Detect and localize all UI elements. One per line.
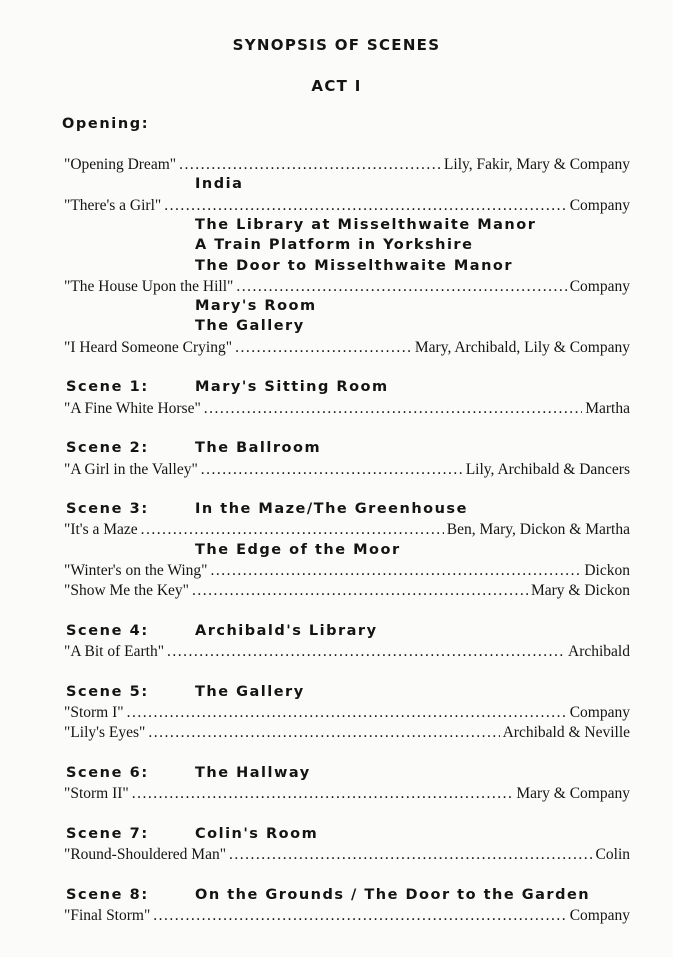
- performers: Colin: [595, 846, 630, 864]
- song-row: [64, 197, 630, 215]
- scene-label: Scene 5:: [66, 683, 149, 700]
- scene-location: On the Grounds / The Door to the Garden: [195, 886, 591, 903]
- performers: Company: [569, 704, 630, 722]
- dot-leader: [132, 785, 514, 803]
- performers: Archibald: [568, 643, 630, 661]
- song-title: "Show Me the Key": [64, 582, 190, 600]
- performers: Company: [569, 277, 630, 295]
- performers: Lily, Fakir, Mary & Company: [443, 156, 630, 173]
- dot-leader: [127, 704, 567, 722]
- performers: Dickon: [584, 562, 630, 579]
- dot-leader: [179, 156, 441, 174]
- performers: Mary & Dickon: [530, 582, 630, 600]
- song-title: "It's a Maze: [64, 521, 138, 539]
- song-title: "Round-Shouldered Man": [64, 846, 227, 864]
- location-heading: A Train Platform in Yorkshire: [195, 237, 474, 254]
- dot-leader: [192, 582, 528, 600]
- location-heading: The Door to Misselthwaite Manor: [195, 257, 514, 274]
- performers: Martha: [585, 399, 630, 417]
- scene-label: Scene 8:: [66, 886, 149, 903]
- dot-leader: [201, 461, 463, 479]
- act-heading: ACT I: [311, 77, 362, 95]
- opening-heading: Opening:: [62, 116, 150, 132]
- dot-leader: [141, 521, 444, 539]
- song-row: [64, 156, 630, 174]
- location-heading: Mary's Room: [195, 298, 317, 315]
- performers: Mary, Archibald, Lily & Company: [414, 338, 630, 356]
- location-heading: The Gallery: [195, 318, 305, 335]
- song-row: [64, 521, 630, 539]
- dot-leader: [229, 846, 593, 864]
- song-title: "Lily's Eyes": [64, 724, 146, 742]
- dot-leader: [153, 907, 566, 925]
- performers: Lily, Archibald & Dancers: [465, 460, 630, 478]
- scene-location: Colin's Room: [195, 825, 319, 842]
- scene-location: The Hallway: [195, 765, 311, 781]
- song-row: [64, 704, 630, 722]
- song-title: "The House Upon the Hill": [64, 277, 234, 295]
- song-title: "Final Storm": [64, 907, 151, 925]
- scene-location: The Ballroom: [195, 440, 322, 457]
- scene-location: The Gallery: [195, 683, 305, 700]
- scene-label: Scene 1:: [66, 379, 149, 396]
- song-title: "There's a Girl": [64, 196, 162, 214]
- location-heading: India: [195, 176, 244, 193]
- scene-label: Scene 6:: [66, 765, 149, 781]
- song-title: "Winter's on the Wing": [64, 562, 208, 579]
- scene-location: Archibald's Library: [195, 622, 378, 639]
- scene-label: Scene 2:: [66, 440, 149, 457]
- location-heading: The Edge of the Moor: [195, 541, 401, 558]
- dot-leader: [236, 278, 566, 296]
- dot-leader: [167, 643, 565, 661]
- song-title: "A Fine White Horse": [64, 399, 201, 417]
- dot-leader: [164, 197, 567, 215]
- scene-label: Scene 4:: [66, 622, 149, 639]
- song-row: [64, 785, 630, 803]
- dot-leader: [148, 724, 499, 742]
- dot-leader: [235, 339, 412, 357]
- song-title: "Storm II": [64, 785, 129, 803]
- song-row: [64, 724, 630, 742]
- song-row: [64, 400, 630, 418]
- scene-label: Scene 7:: [66, 825, 149, 842]
- song-title: "A Girl in the Valley": [64, 460, 198, 478]
- page-title: SYNOPSIS OF SCENES: [232, 36, 441, 54]
- performers: Company: [569, 196, 630, 214]
- dot-leader: [211, 562, 582, 580]
- performers: Mary & Company: [516, 785, 630, 803]
- song-title: "A Bit of Earth": [64, 643, 165, 661]
- song-row: [64, 562, 630, 580]
- scene-location: Mary's Sitting Room: [195, 379, 389, 396]
- performers: Archibald & Neville: [502, 724, 630, 742]
- scene-location: In the Maze/The Greenhouse: [195, 501, 468, 518]
- song-row: [64, 461, 630, 479]
- song-row: [64, 643, 630, 661]
- scene-label: Scene 3:: [66, 501, 149, 518]
- song-title: "I Heard Someone Crying": [64, 338, 233, 356]
- song-row: [64, 582, 630, 600]
- dot-leader: [204, 400, 582, 418]
- location-heading: The Library at Misselthwaite Manor: [195, 216, 537, 233]
- song-row: [64, 339, 630, 357]
- song-row: [64, 907, 630, 925]
- performers: Company: [569, 907, 630, 925]
- song-title: "Storm I": [64, 704, 124, 722]
- song-row: [64, 846, 630, 864]
- performers: Ben, Mary, Dickon & Martha: [446, 521, 630, 539]
- song-title: "Opening Dream": [64, 156, 177, 173]
- song-row: [64, 278, 630, 296]
